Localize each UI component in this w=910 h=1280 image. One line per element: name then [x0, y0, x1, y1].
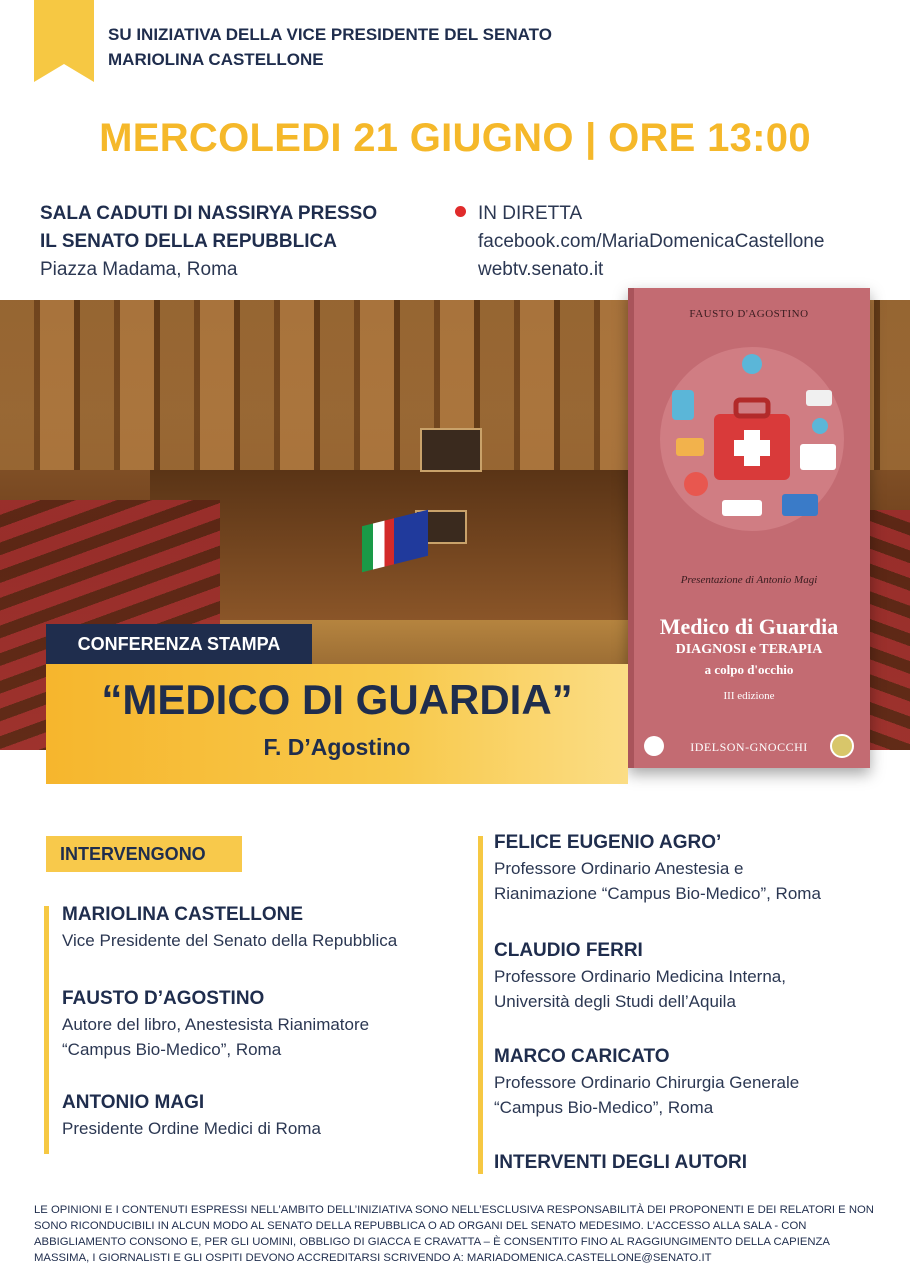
live-label: IN DIRETTA — [478, 203, 583, 224]
book-author: FAUSTO D'AGOSTINO — [689, 308, 809, 320]
event-type-label: CONFERENZA STAMPA — [46, 624, 312, 664]
speaker-role-2: Rianimazione “Campus Bio-Medico”, Roma — [494, 884, 821, 903]
speaker-name: MARCO CARICATO — [494, 1046, 670, 1067]
speaker-name: ANTONIO MAGI — [62, 1092, 205, 1113]
webtv-link[interactable]: webtv.senato.it — [478, 259, 604, 280]
speaker-castellone — [62, 902, 397, 953]
speaker-authors — [494, 1150, 747, 1176]
venue-address: Piazza Madama, Roma — [40, 259, 238, 280]
hall-plaque — [420, 428, 482, 472]
speaker-role: Professore Ordinario Medicina Interna, — [494, 967, 786, 986]
initiative-line-2: MARIOLINA CASTELLONE — [108, 50, 324, 69]
book-publisher: IDELSON-GNOCCHI — [690, 740, 808, 754]
speaker-role-2: Università degli Studi dell’Aquila — [494, 992, 736, 1011]
speaker-role: Professore Ordinario Chirurgia Generale — [494, 1073, 800, 1092]
live-dot-icon — [455, 206, 466, 217]
venue-line-1: SALA CADUTI DI NASSIRYA PRESSO — [40, 203, 378, 224]
italian-flag-icon — [362, 518, 396, 572]
speaker-role: Professore Ordinario Anestesia e — [494, 859, 744, 878]
speaker-role: Autore del libro, Anestesista Rianimatore — [62, 1015, 370, 1034]
speaker-role: Vice Presidente del Senato della Repubblica — [62, 931, 398, 950]
speaker-name: MARIOLINA CASTELLONE — [62, 904, 304, 925]
speaker-name: FAUSTO D’AGOSTINO — [62, 988, 265, 1009]
disclaimer-text: LE OPINIONI E I CONTENUTI ESPRESSI NELL’AMBITO DELL’INIZIATIVA SONO NELL’ESCLUSIVA RESPONSABILITÀ DEI PROPONENTI E DEI RELATORI E NON SONO RICONDUCIBILI IN ALCUN MODO AL SENATO DELLA REPUBBLICA O AD ORGANI DEL SENATO MEDESIMO. L’ACCESSO ALLA SALA - CON ABBIGLIAMENTO CONSONO E, PER GLI UOMINI, OBBLIGO DI GIACCA E CRAVATTA – È CONSENTITO FINO AL RAGGIUNGIMENTO DELLA CAPIENZA MASSIMA, I GIORNALISTI E GLI OSPITI DEVONO ACCREDITARSI SCRIVENDO A: MARIADOMENICA.CASTELLONE@SENATO.IT — [34, 1204, 874, 1264]
event-date-time: MERCOLEDI 21 GIUGNO | ORE 13:00 — [99, 116, 811, 160]
initiative-line-1: SU INIZIATIVA DELLA VICE PRESIDENTE DEL SENATO — [108, 25, 552, 44]
facebook-link[interactable]: facebook.com/MariaDomenicaCastellone — [478, 231, 825, 252]
book-presentation: Presentazione di Antonio Magi — [680, 574, 818, 586]
event-author: F. D’Agostino — [263, 734, 411, 760]
venue-block — [40, 200, 377, 284]
right-accent-bar — [478, 836, 483, 1174]
speaker-agro — [494, 830, 821, 906]
left-accent-bar — [44, 906, 49, 1154]
book-subtitle-2: a colpo d'occhio — [704, 662, 794, 677]
speaker-dagostino — [62, 986, 369, 1062]
eu-flag-icon — [394, 510, 428, 564]
book-subtitle: DIAGNOSI e TERAPIA — [675, 642, 823, 657]
speaker-role: Presidente Ordine Medici di Roma — [62, 1119, 321, 1138]
speaker-ferri — [494, 938, 786, 1014]
speakers-label: INTERVENGONO — [46, 836, 242, 872]
speaker-caricato — [494, 1044, 799, 1120]
medical-illustration-icon — [652, 334, 852, 544]
venue-line-2: IL SENATO DELLA REPUBBLICA — [40, 231, 337, 252]
seal-logo-icon — [830, 734, 854, 758]
speaker-role-2: “Campus Bio-Medico”, Roma — [62, 1040, 282, 1059]
speaker-name: FELICE EUGENIO AGRO’ — [494, 832, 722, 853]
speaker-name: CLAUDIO FERRI — [494, 940, 643, 961]
book-cover — [628, 288, 870, 768]
bookmark-ribbon-icon — [34, 0, 94, 82]
event-title: “MEDICO DI GUARDIA” — [101, 676, 573, 723]
live-block — [478, 200, 824, 284]
speaker-name: INTERVENTI DEGLI AUTORI — [494, 1152, 748, 1173]
speaker-magi — [62, 1090, 321, 1141]
book-title: Medico di Guardia — [659, 614, 839, 639]
initiative-header — [108, 22, 552, 72]
speaker-role-2: “Campus Bio-Medico”, Roma — [494, 1098, 714, 1117]
book-edition: III edizione — [723, 690, 775, 702]
